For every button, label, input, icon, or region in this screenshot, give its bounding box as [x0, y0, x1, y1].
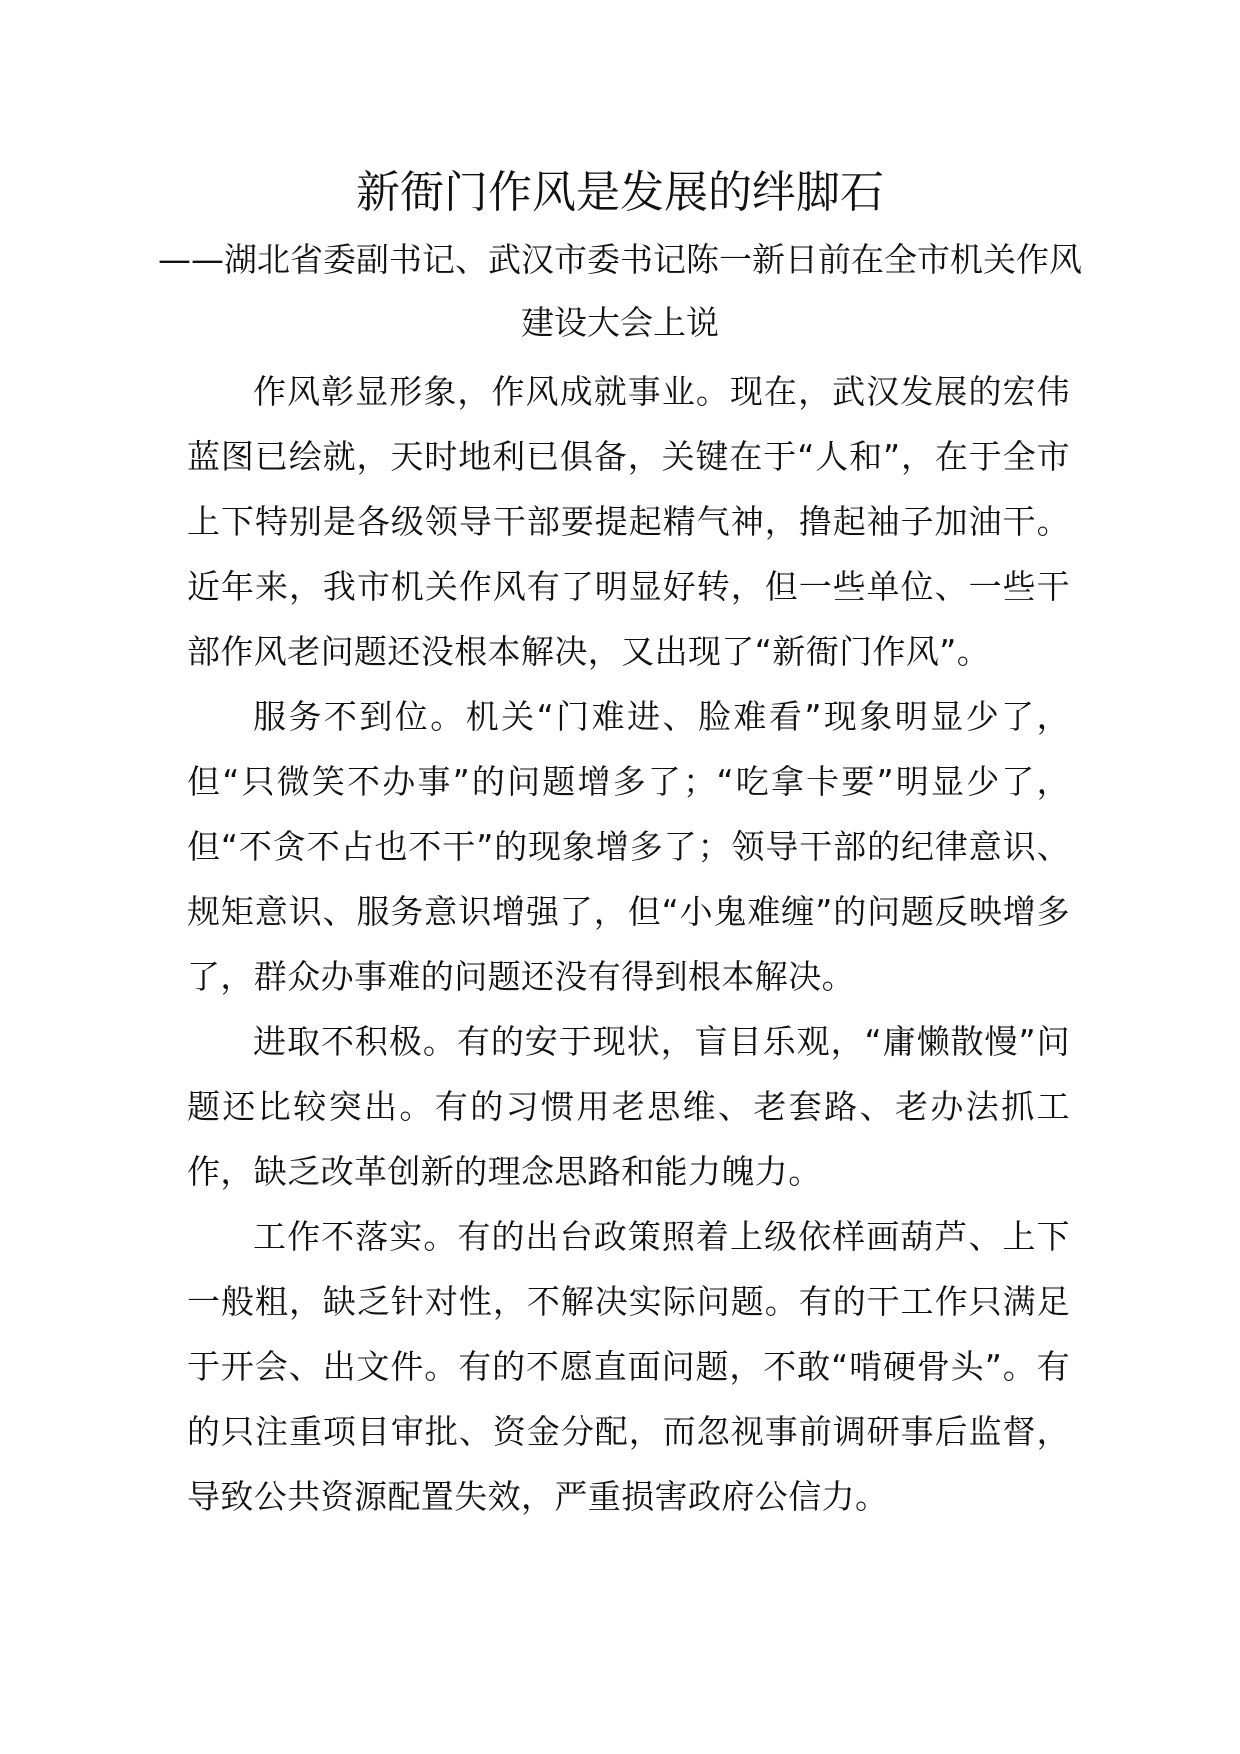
paragraph-2: 服务不到位。机关“门难进、脸难看”现象明显少了，但“只微笑不办事”的问题增多了；“吃拿卡要”明显少了，但“不贪不占也不干”的现象增多了；领导干部的纪律意识、规矩意识、服务意识增强了，但“小鬼难缠”的问题反映增多了，群众办事难的问题还没有得到根本解决。	[187, 697, 1070, 996]
document-title: 新衙门作风是发展的绊脚石	[356, 167, 884, 218]
document-body	[187, 359, 1070, 1529]
paragraph-4: 工作不落实。有的出台政策照着上级依样画葫芦、上下一般粗，缺乏针对性，不解决实际问题。有的干工作只满足于开会、出文件。有的不愿直面问题，不敢“啃硬骨头”。有的只注重项目审批、资金分配，而忽视事前调研事后监督，导致公共资源配置失效，严重损害政府公信力。	[187, 1217, 1070, 1516]
document-subtitle: ——湖北省委副书记、武汉市委书记陈一新日前在全市机关作风建设大会上说	[158, 240, 1082, 342]
paragraph-1: 作风彰显形象，作风成就事业。现在，武汉发展的宏伟蓝图已绘就，天时地利已俱备，关键在于“人和”，在于全市上下特别是各级领导干部要提起精气神，撸起袖子加油干。近年来，我市机关作风有了明显好转，但一些单位、一些干部作风老问题还没根本解决，又出现了“新衙门作风”。	[187, 372, 1070, 671]
paragraph-3: 进取不积极。有的安于现状，盲目乐观，“庸懒散慢”问题还比较突出。有的习惯用老思维、老套路、老办法抓工作，缺乏改革创新的理念思路和能力魄力。	[187, 1022, 1070, 1191]
